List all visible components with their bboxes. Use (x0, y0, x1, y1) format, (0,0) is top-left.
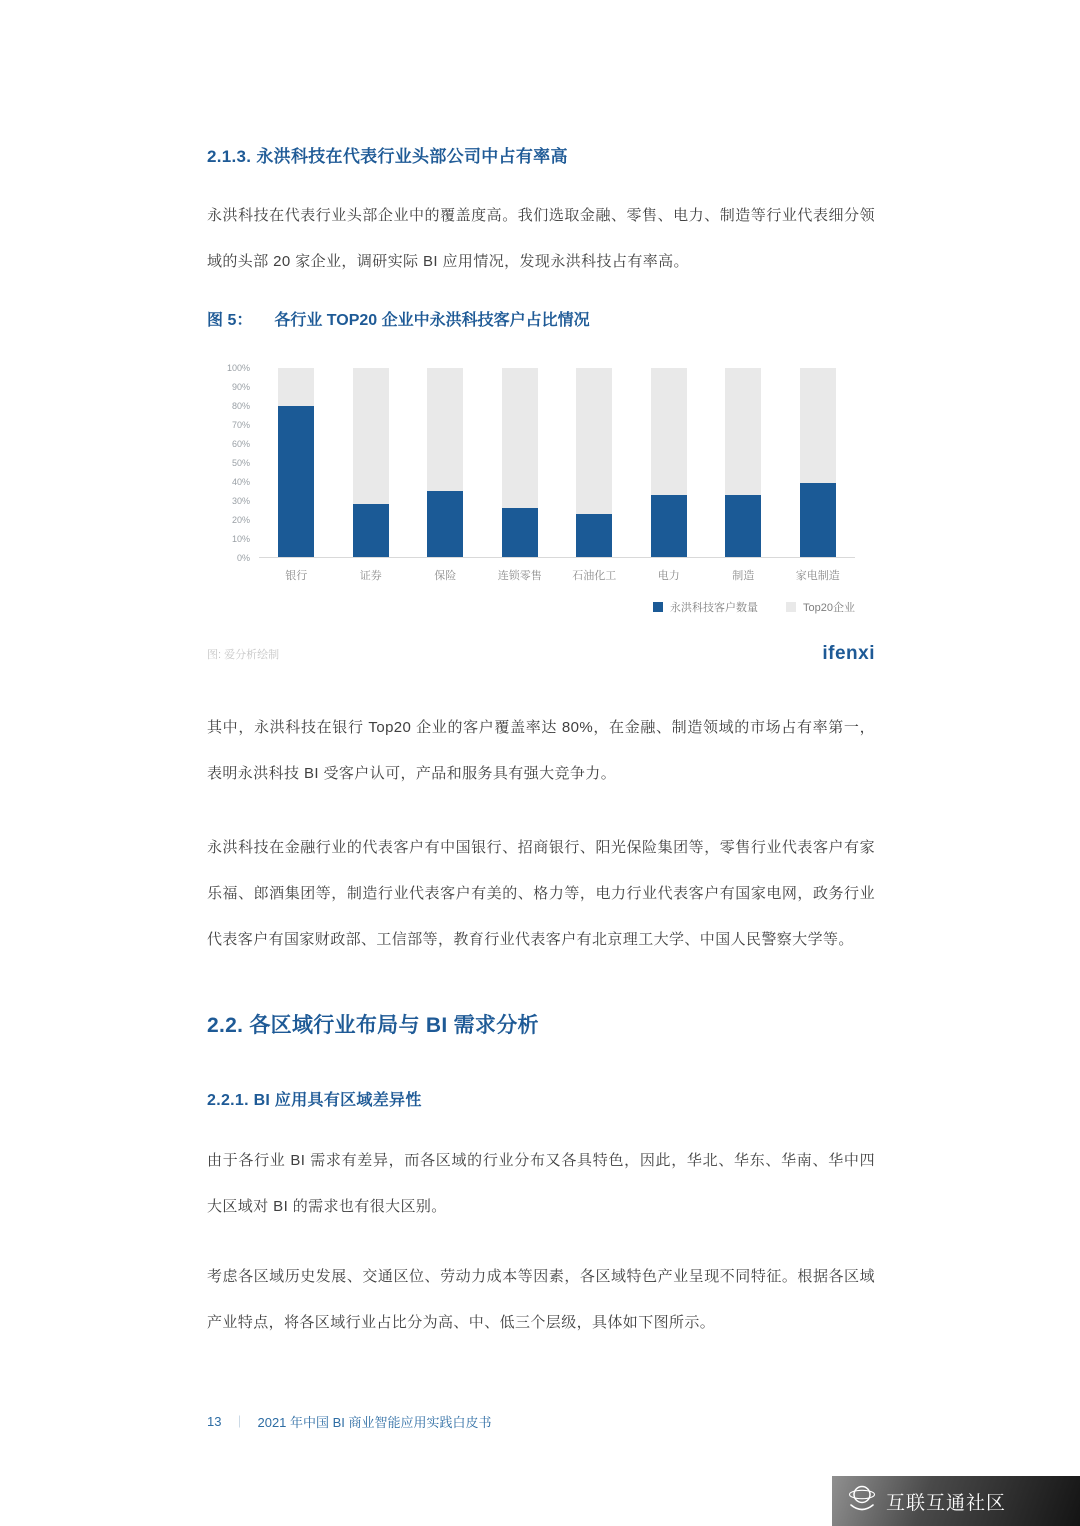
category-label: 家电制造 (795, 570, 840, 582)
legend-label: 永洪科技客户数量 (670, 602, 759, 614)
bar-column (557, 368, 632, 557)
page-footer (207, 1412, 492, 1431)
figure-source-row (207, 643, 875, 665)
category-label: 电力 (657, 570, 680, 582)
bar-column (706, 368, 781, 557)
category-label: 证券 (359, 570, 382, 582)
chart-x-labels (259, 558, 855, 583)
bar-segment-top20 (502, 368, 538, 508)
figure-source-note: 图: 爱分析绘制 (207, 649, 280, 661)
section-2-2-1-heading: 2.2.1. BI 应用具有区域差异性 (207, 1092, 422, 1109)
bar-segment-top20 (427, 368, 463, 491)
bar-column (632, 368, 707, 557)
y-tick-label: 10% (231, 534, 250, 544)
bar-segment-top20 (353, 368, 389, 504)
legend-swatch (653, 602, 663, 612)
section-2-2-heading: 2.2. 各区域行业布局与 BI 需求分析 (207, 1014, 539, 1037)
bar-segment-yonghong (576, 514, 612, 557)
legend-item (653, 599, 758, 615)
bar-segment-yonghong (278, 406, 314, 557)
y-tick-label: 70% (231, 420, 250, 430)
y-tick-label: 20% (231, 515, 250, 525)
bar-segment-yonghong (651, 495, 687, 557)
y-tick-label: 80% (231, 401, 250, 411)
bar-column (781, 368, 856, 557)
legend-swatch (786, 602, 796, 612)
page-content (207, 142, 875, 1346)
y-tick-label: 30% (231, 496, 250, 506)
category-label: 制造 (732, 570, 755, 582)
bar-column (259, 368, 334, 557)
region-diff-paragraph-1: 由于各行业 BI 需求有差异，而各区域的行业分布又各具特色，因此，华北、华东、华南、华中四大区域对 BI 的需求也有很大区别。 (207, 1152, 875, 1215)
section-2-1-3-heading: 2.1.3. 永洪科技在代表行业头部公司中占有率高 (207, 147, 568, 166)
y-tick-label: 60% (231, 439, 250, 449)
community-name: 互联互通社区 (886, 1492, 1007, 1514)
customers-paragraph: 永洪科技在金融行业的代表客户有中国银行、招商银行、阳光保险集团等，零售行业代表客户有家乐福、郎酒集团等，制造行业代表客户有美的、格力等，电力行业代表客户有国家电网，政务行业代表客户有国家财政部、工信部等，教育行业代表客户有北京理工大学、中国人民警察大学等。 (207, 839, 875, 948)
figure-5-title: 各行业 TOP20 企业中永洪科技客户占比情况 (274, 312, 590, 329)
category-label: 保险 (434, 570, 457, 582)
bar-segment-top20 (651, 368, 687, 495)
ifenxi-logo: ifenxi (822, 643, 875, 664)
coverage-paragraph: 其中，永洪科技在银行 Top20 企业的客户覆盖率达 80%，在金融、制造领域的市场占有率第一，表明永洪科技 BI 受客户认可，产品和服务具有强大竞争力。 (207, 719, 875, 782)
category-label: 石油化工 (572, 570, 617, 582)
y-tick-label: 50% (231, 458, 250, 468)
y-tick-label: 100% (226, 363, 250, 373)
bar-segment-yonghong (353, 504, 389, 557)
bar-column (408, 368, 483, 557)
bar-segment-top20 (725, 368, 761, 495)
bar-segment-top20 (800, 368, 836, 483)
category-label: 连锁零售 (497, 570, 542, 582)
chart-y-axis (223, 363, 259, 563)
chart-plot-area (223, 363, 855, 563)
figure-5-caption (207, 307, 875, 330)
y-tick-label: 0% (236, 553, 250, 563)
bar-segment-top20 (278, 368, 314, 406)
footer-doc-title: 2021 年中国 BI 商业智能应用实践白皮书 (257, 1415, 492, 1430)
bar-column (483, 368, 558, 557)
community-watermark (832, 1476, 1080, 1526)
y-tick-label: 40% (231, 477, 250, 487)
y-tick-label: 90% (231, 382, 250, 392)
figure-5-label: 图 5： (207, 312, 253, 329)
bar-column (334, 368, 409, 557)
legend-label: Top20企业 (803, 602, 855, 614)
legend-item (786, 599, 855, 615)
region-diff-paragraph-2: 考虑各区域历史发展、交通区位、劳动力成本等因素，各区域特色产业呈现不同特征。根据各区域产业特点，将各区域行业占比分为高、中、低三个层级，具体如下图所示。 (207, 1268, 875, 1331)
chart-legend (223, 599, 855, 615)
page-number: 13 (207, 1414, 222, 1429)
bar-segment-yonghong (502, 508, 538, 557)
bar-segment-yonghong (725, 495, 761, 557)
category-label: 银行 (285, 570, 308, 582)
section-2-1-3-paragraph: 永洪科技在代表行业头部企业中的覆盖度高。我们选取金融、零售、电力、制造等行业代表细分领域的头部 20 家企业，调研实际 BI 应用情况，发现永洪科技占有率高。 (207, 207, 875, 270)
bar-segment-top20 (576, 368, 612, 514)
bar-segment-yonghong (800, 483, 836, 557)
globe-hands-icon (846, 1482, 878, 1520)
figure-5-bar-chart (223, 363, 855, 615)
bar-segment-yonghong (427, 491, 463, 557)
chart-bars (259, 368, 855, 558)
footer-divider: ｜ (233, 1415, 246, 1429)
